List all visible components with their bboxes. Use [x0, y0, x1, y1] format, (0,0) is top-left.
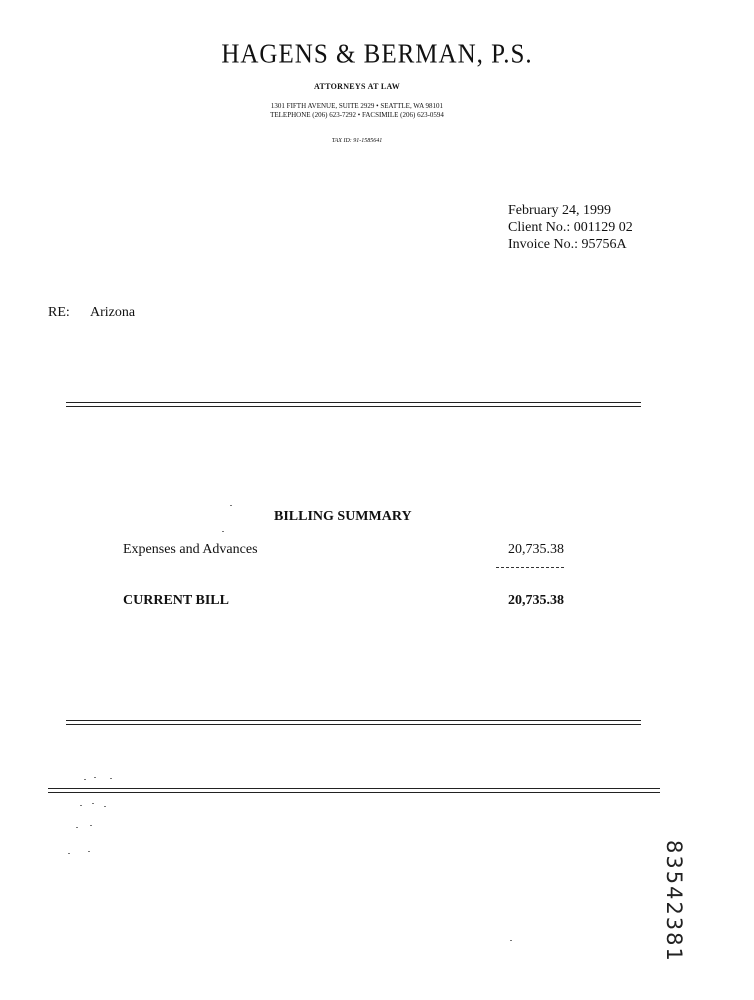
current-bill-value: 20,735.38 [508, 593, 564, 608]
subtotal-dash-line [496, 567, 564, 568]
re-value: Arizona [90, 305, 136, 320]
scan-speck [68, 853, 70, 854]
scan-speck [88, 851, 90, 852]
invoice-meta [508, 202, 633, 253]
scan-speck [110, 778, 112, 779]
scan-speck [104, 806, 106, 807]
billing-summary-title: BILLING SUMMARY [274, 509, 412, 524]
invoice-date: February 24, 1999 [508, 203, 612, 218]
divider-mid-2 [66, 724, 641, 725]
scan-speck [92, 803, 94, 804]
current-bill-label: CURRENT BILL [123, 593, 229, 608]
document-id-number: 83542381 [662, 840, 686, 963]
expenses-value: 20,735.38 [508, 542, 564, 557]
firm-name: HAGENS & BERMAN, P.S. [221, 39, 533, 70]
firm-contact [0, 102, 714, 120]
scan-speck [230, 505, 232, 506]
divider-bottom-1 [48, 788, 660, 789]
scan-speck [76, 827, 78, 828]
firm-phones: TELEPHONE (206) 623-7292 • FACSIMILE (206) 623-0594 [270, 111, 444, 119]
expenses-label: Expenses and Advances [123, 542, 258, 557]
divider-bottom-2 [48, 792, 660, 793]
scan-speck [80, 805, 82, 806]
divider-top-1 [66, 402, 641, 403]
scan-speck [510, 940, 512, 941]
re-label: RE: [48, 305, 70, 320]
firm-subtitle: ATTORNEYS AT LAW [313, 82, 400, 91]
tax-id: TAX ID: 91-1585641 [331, 138, 383, 144]
divider-mid-1 [66, 720, 641, 721]
client-number: Client No.: 001129 02 [508, 220, 633, 235]
divider-top-2 [66, 406, 641, 407]
firm-address: 1301 FIFTH AVENUE, SUITE 2929 • SEATTLE, WA 98101 [270, 102, 444, 110]
scan-speck [84, 779, 86, 780]
scan-speck [94, 777, 96, 778]
scan-speck [90, 825, 92, 826]
scan-speck [222, 531, 224, 532]
invoice-number: Invoice No.: 95756A [508, 237, 627, 252]
